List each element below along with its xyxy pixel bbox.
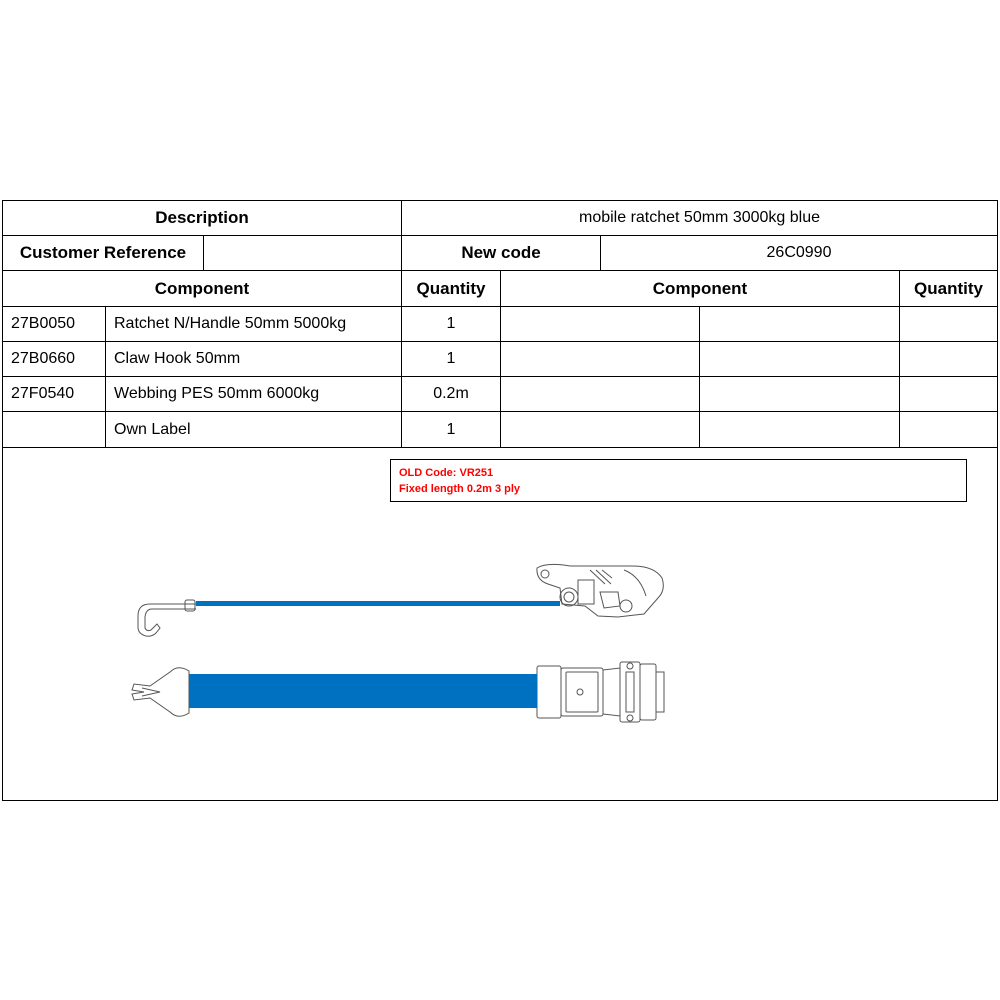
- old-code-text: OLD Code: VR251: [399, 467, 494, 479]
- left-quantity-header: Quantity: [402, 271, 501, 307]
- component-quantity: 1: [402, 307, 501, 342]
- right-component-header: Component: [501, 271, 900, 307]
- empty-cell: [700, 412, 900, 448]
- component-code: 27B0660: [3, 342, 106, 377]
- component-name: Webbing PES 50mm 6000kg: [106, 377, 402, 412]
- component-quantity: 1: [402, 342, 501, 377]
- component-code: 27B0050: [3, 307, 106, 342]
- new-code-label: New code: [402, 236, 601, 271]
- description-value: mobile ratchet 50mm 3000kg blue: [402, 201, 997, 236]
- description-row: [3, 201, 997, 236]
- component-code: 27F0540: [3, 377, 106, 412]
- customer-reference-value: [204, 236, 402, 271]
- table-row: [3, 342, 997, 377]
- left-component-header: Component: [3, 271, 402, 307]
- new-code-value: 26C0990: [601, 236, 997, 271]
- fixed-length-text: Fixed length 0.2m 3 ply: [399, 483, 521, 495]
- component-quantity: 0.2m: [402, 377, 501, 412]
- old-code-note: [390, 459, 967, 502]
- component-code: [3, 412, 106, 448]
- description-label: Description: [3, 201, 402, 236]
- component-quantity: 1: [402, 412, 501, 448]
- component-name: Claw Hook 50mm: [106, 342, 402, 377]
- reference-row: [3, 236, 997, 271]
- component-header-row: [3, 271, 997, 307]
- empty-cell: [501, 342, 700, 377]
- empty-cell: [700, 342, 900, 377]
- right-quantity-header: Quantity: [900, 271, 997, 307]
- component-name: Own Label: [106, 412, 402, 448]
- empty-cell: [700, 377, 900, 412]
- table-row: [3, 307, 997, 342]
- empty-cell: [900, 412, 997, 448]
- table-row: [3, 377, 997, 412]
- empty-cell: [501, 412, 700, 448]
- customer-reference-label: Customer Reference: [3, 236, 204, 271]
- component-name: Ratchet N/Handle 50mm 5000kg: [106, 307, 402, 342]
- empty-cell: [501, 307, 700, 342]
- empty-cell: [700, 307, 900, 342]
- empty-cell: [501, 377, 700, 412]
- table-row: [3, 412, 997, 448]
- empty-cell: [900, 377, 997, 412]
- empty-cell: [900, 342, 997, 377]
- empty-cell: [900, 307, 997, 342]
